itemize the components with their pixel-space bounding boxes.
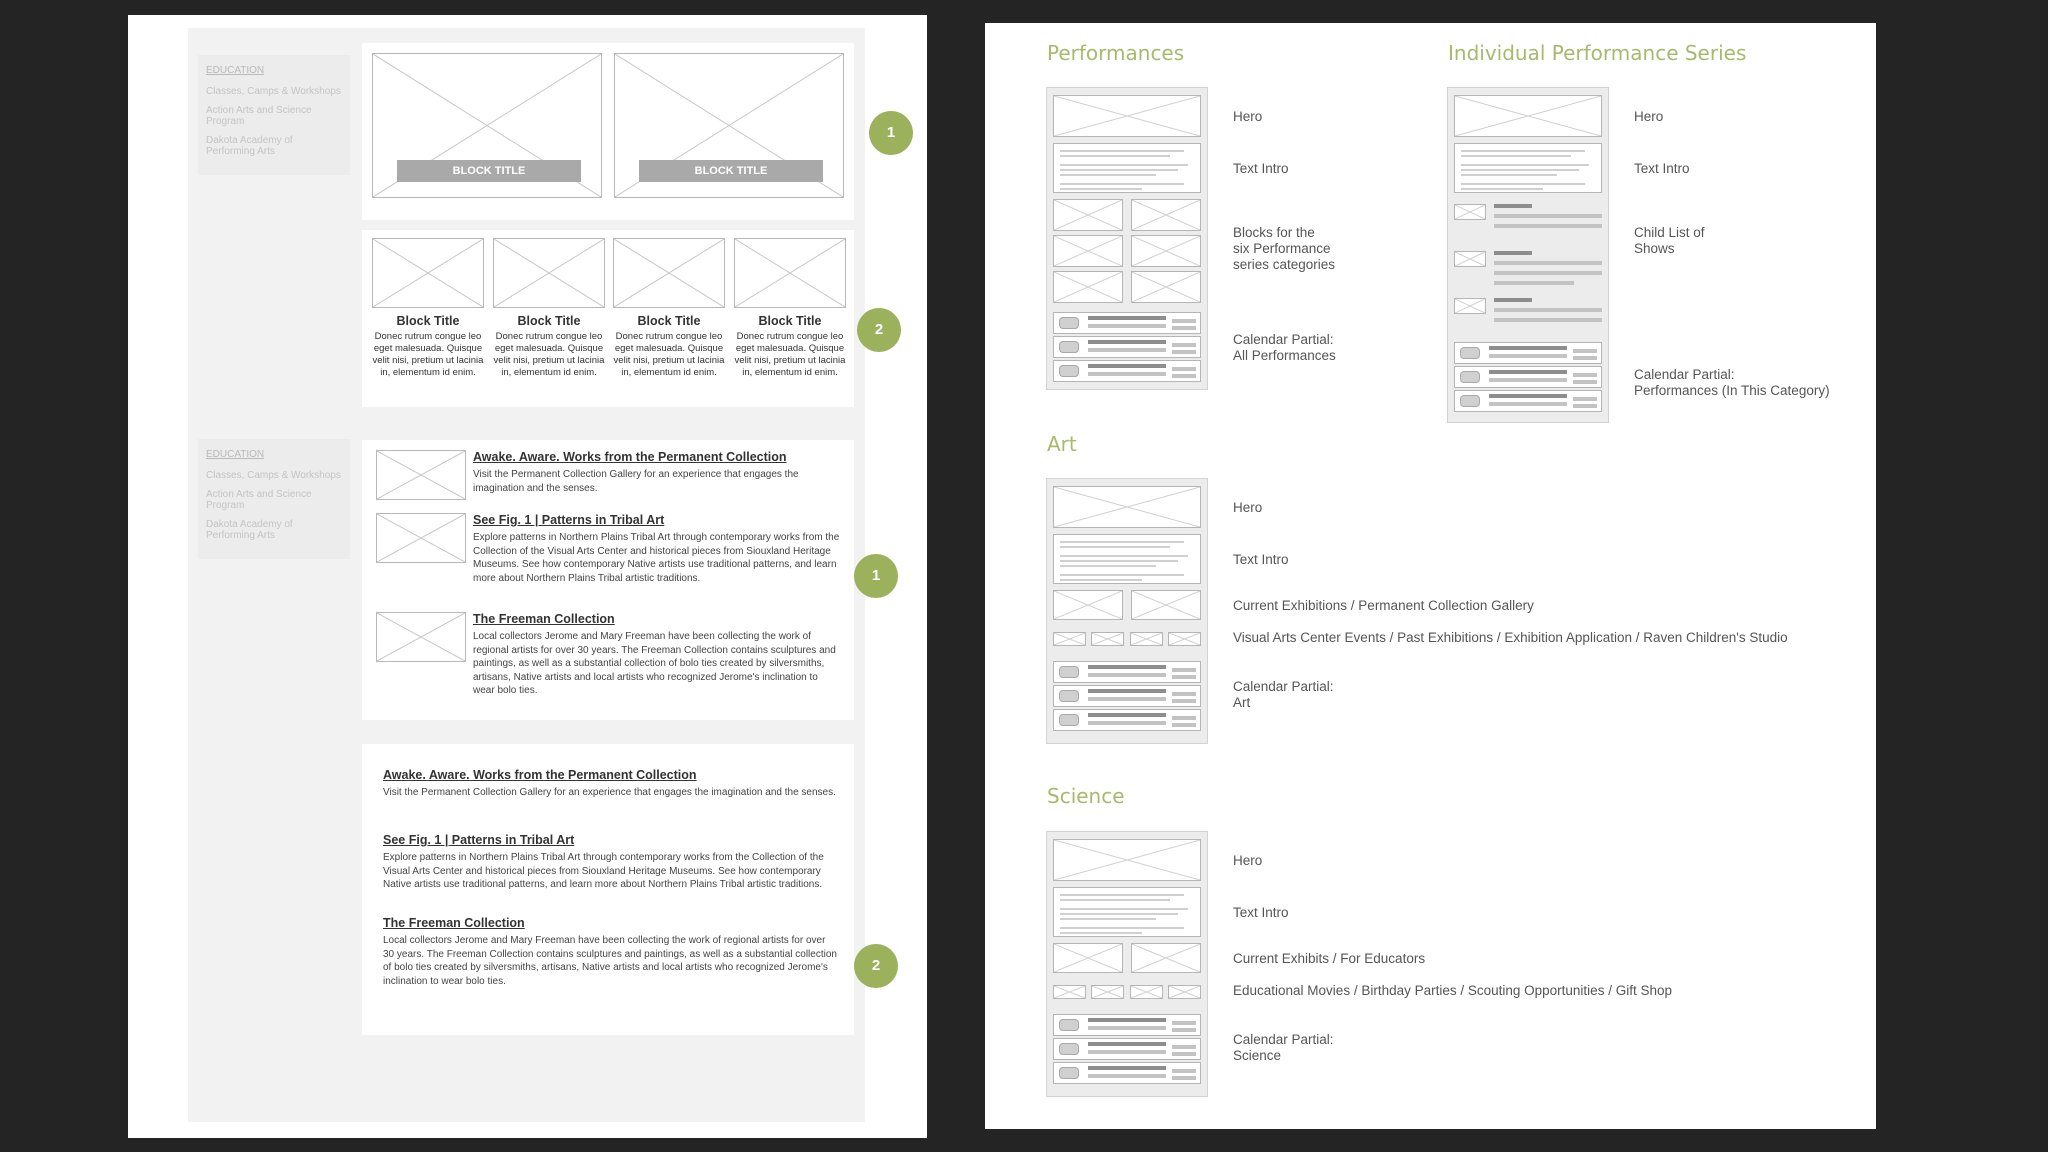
calendar-row bbox=[1053, 360, 1201, 382]
item-title-link[interactable]: See Fig. 1 | Patterns in Tribal Art bbox=[383, 833, 575, 847]
sidebar-link-action-arts[interactable]: Action Arts and Science Program bbox=[206, 105, 312, 127]
hero-placeholder bbox=[1053, 95, 1201, 137]
image-placeholder bbox=[376, 513, 466, 563]
item-title-link[interactable]: Awake. Aware. Works from the Permanent Collection bbox=[473, 450, 787, 464]
list-item bbox=[383, 768, 838, 800]
calendar-row bbox=[1454, 390, 1602, 412]
child-thumb-placeholder bbox=[1454, 298, 1486, 314]
text-intro-placeholder bbox=[1053, 534, 1201, 584]
image-placeholder bbox=[493, 238, 605, 308]
card[interactable] bbox=[493, 238, 605, 379]
small-block-placeholder bbox=[1130, 632, 1163, 646]
sidebar-link-action-arts[interactable]: Action Arts and Science Program bbox=[206, 489, 312, 511]
block-placeholder bbox=[1053, 235, 1123, 267]
panel-four-cards bbox=[362, 230, 854, 407]
section-title-art: Art bbox=[1047, 432, 1077, 456]
block-placeholder bbox=[1053, 943, 1123, 973]
calendar-row bbox=[1053, 709, 1201, 731]
calendar-row bbox=[1053, 1014, 1201, 1036]
page-thumbnail bbox=[1046, 478, 1208, 744]
sidebar-education-bottom bbox=[198, 439, 350, 559]
block-placeholder bbox=[1131, 199, 1201, 231]
label-blocks: Current Exhibitions / Permanent Collection Gallery bbox=[1233, 598, 1534, 613]
section-title-performances: Performances bbox=[1047, 41, 1185, 65]
hero-placeholder bbox=[1454, 95, 1602, 137]
label-text-intro: Text Intro bbox=[1233, 161, 1289, 176]
label-blocks: Current Exhibits / For Educators bbox=[1233, 951, 1426, 966]
list-item bbox=[383, 833, 838, 892]
page-thumbnail bbox=[1447, 87, 1609, 423]
label-small-blocks: Visual Arts Center Events / Past Exhibitions / Exhibition Application / Raven Children's Studio bbox=[1233, 630, 1788, 645]
sidebar-heading[interactable]: EDUCATION bbox=[206, 65, 265, 76]
image-placeholder bbox=[376, 450, 466, 500]
block-placeholder bbox=[1131, 271, 1201, 303]
label-calendar: Calendar Partial: Performances (In This Category) bbox=[1634, 367, 1830, 398]
card-title: Block Title bbox=[517, 314, 581, 328]
label-hero: Hero bbox=[1634, 109, 1664, 124]
item-desc: Visit the Permanent Collection Gallery for an experience that engages the imagination and the senses. bbox=[473, 469, 799, 494]
label-hero: Hero bbox=[1233, 853, 1263, 868]
sidebar-link-classes[interactable]: Classes, Camps & Workshops bbox=[206, 86, 341, 97]
card-title: Block Title bbox=[758, 314, 822, 328]
block-title-bar[interactable]: BLOCK TITLE bbox=[639, 160, 823, 182]
block-title-bar[interactable]: BLOCK TITLE bbox=[397, 160, 581, 182]
block-placeholder bbox=[1131, 235, 1201, 267]
sidebar-link-dakota-academy[interactable]: Dakota Academy of Performing Arts bbox=[206, 519, 293, 541]
small-block-placeholder bbox=[1168, 985, 1201, 999]
label-text-intro: Text Intro bbox=[1634, 161, 1690, 176]
text-intro-placeholder bbox=[1053, 887, 1201, 937]
block-placeholder bbox=[1131, 590, 1201, 620]
label-calendar: Calendar Partial: All Performances bbox=[1233, 332, 1336, 363]
small-block-placeholder bbox=[1168, 632, 1201, 646]
panel-text-list bbox=[362, 744, 854, 1035]
label-small-blocks: Educational Movies / Birthday Parties / Scouting Opportunities / Gift Shop bbox=[1233, 983, 1672, 998]
label-blocks: Blocks for the six Performance series categories bbox=[1233, 225, 1336, 272]
child-thumb-placeholder bbox=[1454, 251, 1486, 267]
image-placeholder bbox=[613, 238, 725, 308]
card-title: Block Title bbox=[396, 314, 460, 328]
label-text-intro: Text Intro bbox=[1233, 905, 1289, 920]
item-desc: Explore patterns in Northern Plains Tribal Art through contemporary works from the Collection of the Visual Arts Center and historical pieces from Siouxland Heritage Museums. See how contemporary Native artists use traditional patterns, and learn more about Northern Plains Tribal artistic traditions. bbox=[473, 532, 840, 584]
image-placeholder bbox=[376, 612, 466, 662]
card[interactable] bbox=[613, 238, 725, 379]
card-desc: Donec rutrum congue leo eget malesuada. Quisque velit nisi, pretium ut lacinia in, elementum id enim. bbox=[493, 331, 605, 378]
hero-placeholder bbox=[1053, 486, 1201, 528]
text-intro-placeholder bbox=[1454, 143, 1602, 193]
section-title-series: Individual Performance Series bbox=[1448, 41, 1747, 65]
calendar-row bbox=[1053, 685, 1201, 707]
item-title-link[interactable]: The Freeman Collection bbox=[383, 916, 525, 930]
block-placeholder bbox=[1131, 943, 1201, 973]
wireframe-sheet-left bbox=[128, 15, 927, 1138]
child-thumb-placeholder bbox=[1454, 204, 1486, 220]
item-desc: Local collectors Jerome and Mary Freeman have been collecting the work of regional artists for over 30 years. The Freeman Collection contains sculptures and paintings, as well as a substantial collection of bolo ties created by silversmiths, artisans, Native artists and local artists who recognized Jerome's inclination to wear bolo ties. bbox=[383, 935, 837, 987]
calendar-row bbox=[1053, 336, 1201, 358]
card-desc: Donec rutrum congue leo eget malesuada. Quisque velit nisi, pretium ut lacinia in, elementum id enim. bbox=[372, 331, 484, 378]
variant-marker: 2 bbox=[857, 308, 901, 352]
list-item bbox=[376, 450, 840, 495]
label-calendar: Calendar Partial: Art bbox=[1233, 679, 1334, 710]
calendar-row bbox=[1454, 342, 1602, 364]
list-item bbox=[376, 513, 840, 585]
card-desc: Donec rutrum congue leo eget malesuada. Quisque velit nisi, pretium ut lacinia in, elementum id enim. bbox=[734, 331, 846, 378]
small-block-placeholder bbox=[1091, 985, 1124, 999]
sitemap-sheet-right bbox=[985, 23, 1876, 1129]
image-placeholder bbox=[734, 238, 846, 308]
block-placeholder bbox=[1053, 590, 1123, 620]
card-desc: Donec rutrum congue leo eget malesuada. Quisque velit nisi, pretium ut lacinia in, elementum id enim. bbox=[613, 331, 725, 378]
card[interactable] bbox=[372, 238, 484, 379]
variant-marker: 1 bbox=[869, 111, 913, 155]
panel-thumb-list bbox=[362, 440, 854, 720]
small-block-placeholder bbox=[1053, 632, 1086, 646]
item-title-link[interactable]: The Freeman Collection bbox=[473, 612, 615, 626]
item-title-link[interactable]: Awake. Aware. Works from the Permanent Collection bbox=[383, 768, 697, 782]
variant-marker: 2 bbox=[854, 944, 898, 988]
sidebar-education-top bbox=[198, 55, 350, 175]
calendar-row bbox=[1053, 312, 1201, 334]
list-item bbox=[376, 612, 840, 698]
item-desc: Explore patterns in Northern Plains Tribal Art through contemporary works from the Collection of the Visual Arts Center and historical pieces from Siouxland Heritage Museums. See how contemporary Native artists use traditional patterns, and learn more about Northern Plains Tribal artistic traditions. bbox=[383, 852, 824, 890]
page-thumbnail bbox=[1046, 831, 1208, 1097]
variant-marker: 1 bbox=[854, 554, 898, 598]
block-placeholder bbox=[1053, 199, 1123, 231]
label-text-intro: Text Intro bbox=[1233, 552, 1289, 567]
page-thumbnail bbox=[1046, 87, 1208, 390]
list-item bbox=[383, 916, 838, 988]
image-placeholder bbox=[372, 238, 484, 308]
wireframe-canvas bbox=[188, 28, 865, 1122]
small-block-placeholder bbox=[1053, 985, 1086, 999]
item-desc: Visit the Permanent Collection Gallery for an experience that engages the imagination and the senses. bbox=[383, 787, 836, 798]
sidebar-link-dakota-academy[interactable]: Dakota Academy of Performing Arts bbox=[206, 135, 293, 157]
card[interactable] bbox=[734, 238, 846, 379]
calendar-row bbox=[1053, 661, 1201, 683]
card-title: Block Title bbox=[637, 314, 701, 328]
label-hero: Hero bbox=[1233, 109, 1263, 124]
calendar-row bbox=[1053, 1062, 1201, 1084]
sidebar-link-classes[interactable]: Classes, Camps & Workshops bbox=[206, 470, 341, 481]
small-block-placeholder bbox=[1091, 632, 1124, 646]
label-calendar: Calendar Partial: Science bbox=[1233, 1032, 1334, 1063]
hero-placeholder bbox=[1053, 839, 1201, 881]
calendar-row bbox=[1053, 1038, 1201, 1060]
sidebar-heading[interactable]: EDUCATION bbox=[206, 449, 265, 460]
item-title-link[interactable]: See Fig. 1 | Patterns in Tribal Art bbox=[473, 513, 665, 527]
label-hero: Hero bbox=[1233, 500, 1263, 515]
panel-hero-blocks bbox=[362, 43, 854, 220]
text-intro-placeholder bbox=[1053, 143, 1201, 193]
label-child-list: Child List of Shows bbox=[1634, 225, 1705, 256]
calendar-row bbox=[1454, 366, 1602, 388]
block-placeholder bbox=[1053, 271, 1123, 303]
small-block-placeholder bbox=[1130, 985, 1163, 999]
section-title-science: Science bbox=[1047, 784, 1125, 808]
item-desc: Local collectors Jerome and Mary Freeman have been collecting the work of regional artists for over 30 years. The Freeman Collection contains sculptures and paintings, as well as a substantial collection of bolo ties created by silversmiths, artisans, Native artists and local artists who recognized Jerome's inclination to wear bolo ties. bbox=[473, 631, 836, 696]
